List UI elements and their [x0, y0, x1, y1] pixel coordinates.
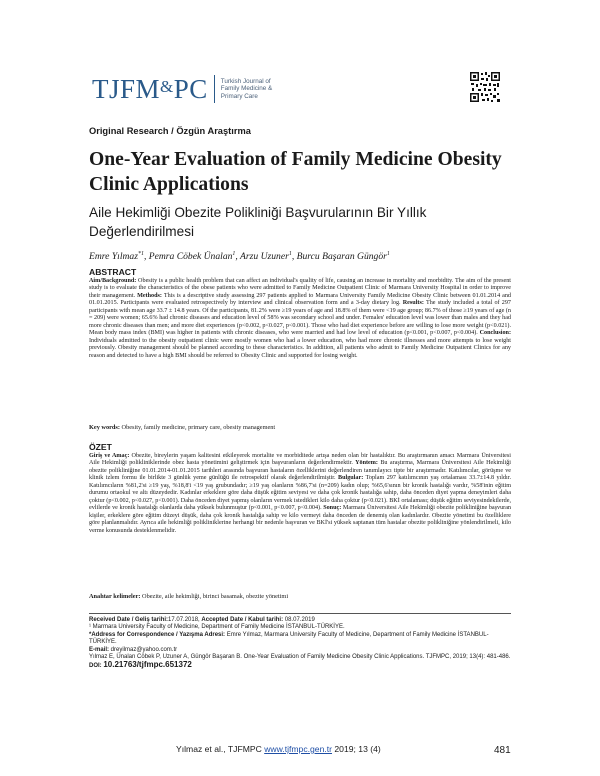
page-number: 481 — [494, 745, 511, 756]
ozet-heading: ÖZET — [89, 442, 112, 452]
dates-line: Received Date / Geliş tarihi:17.07.2018, Accepted Date / Kabul tarihi: 08.07.2019 — [89, 617, 315, 623]
abstract-keywords: Key words: Obesity, family medicine, primary care, obesity management — [89, 424, 276, 431]
page-title-turkish: Aile Hekimliği Obezite Polikliniği Başvurularının Bir Yıllık Değerlendirilmesi — [89, 205, 427, 239]
correspondence: *Address for Correspondence / Yazışma Adresi: Emre Yılmaz, Marmara University Faculty of Medicine, Department of Family Medicine İSTANBUL-TÜRKİYE. — [89, 631, 489, 646]
doi-link[interactable]: 10.21763/tjfmpc.651372 — [103, 660, 192, 670]
ozet-body: Giriş ve Amaç: Obezite, bireylerin yaşam kalitesini etkileyerek mortalite ve morbiditede artışa neden olan bir hastalıktır. Bu araştırmanın amacı Marmara Üniversitesi Aile Hekimliği polikliniklerinde obez hasta yönetimini geliştirmek için başvuranların değerlendirmektir. Yöntem: Bu araştırma, Marmara Üniversitesi Aile Hekimliği obezite polikliniğine 01.01.2014-01.01.2015 tarihleri arasında başvuran hastaların özelliklerini değerlendiren tanımlayıcı tipte bir araştırmadır. Katılımcılar, görüşme ve klinik izlem formu ile birlikte 3 günlük yeme günlüğü ile retrospektif olarak değerlendirilmiştir. Bulgular: Toplam 297 katılımcının yaş ortalaması 33.7±14.8 yıldır. Katılımcıların %81,2'si ≥19 yaş, %18,8'i <19 yaş grubundadır; ≥19 yaş olanların %86,7'si (n=209) kadın olup; %65,6'sının bir kronik hastalığı vardır, %58'inin eğitim durumu ortaokul ve altı düzeydedir. Kadınlar erkeklere göre daha düşük eğitim seviyesi ve daha çok kronik hastalığa sahip, daha önceden diyet yapma deneyimleri daha çoktur (p<0.002, p<0.027, p<0.001). Daha önceden diyet yapmış olanların vermek istedikleri kilo daha çoktur (p<0.021). BKİ ortalaması; düşük eğitim seviyesindekilerde, evlilerde ve kronik hastalığı olanlarda daha yüksek bulunmuştur (p<0.001, p<0.007, p<0.004). Sonuç: Marmara Üniversitesi Aile Hekimliği obezite polikliniğine başvuran kişiler, erkeklere göre eğitim düzeyi düşük, daha çok kronik hastalığa sahip ve kilo vermeyi daha önceden de denemiş olan kadınlardır. Obezite yönetimi bu özelliklere göre planlanmalıdır. Ayrıca aile hekimliği polikliniklerine herhangi bir nedenle başvuran ve BKİ'si yüksek saptanan tüm hastalar obezite polikliniğine yönlendirilmeli, kilo verme konusunda desteklenmelidir. — [89, 453, 511, 534]
journal-website-link[interactable]: www.tjfmpc.gen.tr — [264, 744, 333, 754]
affiliation: ¹ Marmara University Faculty of Medicine, Department of Family Medicine İSTANBUL-TÜRKİYE. — [89, 624, 345, 631]
qr-code-icon — [469, 71, 501, 103]
author-list: Emre Yılmaz$^{*1}$, Pemra Cöbek Ünalan$^1$, Arzu Uzuner$^1$, Burcu Başaran Güngör$^1$ — [89, 251, 390, 263]
logo-journal-name: Turkish Journal of Family Medicine & Primary Care — [220, 78, 273, 100]
article-footnotes — [89, 617, 511, 671]
page-title: One-Year Evaluation of Family Medicine Obesity Clinic Applications — [89, 149, 502, 195]
article-type: Original Research / Özgün Araştırma — [89, 126, 251, 136]
author: Pemra Cöbek Ünalan$^1$ — [148, 251, 236, 263]
author: Arzu Uzuner$^1$ — [240, 251, 292, 263]
doi-line: DOI: 10.21763/tjfmpc.651372 — [89, 660, 192, 670]
ozet-keywords: Anahtar kelimeler: Obezite, aile hekimliği, birinci basamak, obezite yönetimi — [89, 593, 289, 600]
citation: Yılmaz E, Ünalan Cöbek P, Uzuner A, Güngör Başaran B. One-Year Evaluation of Family Medicine Obesity Clinic Applications. TJFMPC, 2019; 13(4): 481-486. — [89, 654, 511, 661]
journal-logo — [92, 75, 272, 103]
abstract-heading: ABSTRACT — [89, 267, 137, 277]
logo-mark: TJFM&PC — [92, 73, 208, 104]
author: Emre Yılmaz$^{*1}$ — [89, 251, 144, 263]
abstract-body: Aim/Background: Obesity is a public health problem that can affect an individual's quality of life, causing an increase in mortality and morbidity. The aim of the present study is to evaluate the characteristics of the obese patients who were admitted to Family Medicine Outpatient Clinic of Marmara University Hospital in order to improve their management. Methods: This is a descriptive study assessing 297 patients applied to Marmara University Family Medicine Obesity Clinic between 01.01.2014 and 01.01.2015. Participants were evaluated retrospectively by interview and clinical observation form and a 3-day dietary log. Results: The study included a total of 297 participants with mean age 33.7 ± 14.8 years. Of the participants, 81.2% were ≥19 years of age and 18.8% of them were <19 age group; 86.7% of those ≥19 years of age (n = 209) were women; 65.6% had chronic diseases and education level of 58% was secondary school and under. Females' education level was lower than males and they had more chronic diseases than men; and more diet experiences (p<0.002, p<0.027, p<0.001). Those who had diet experience before are willing to lose more weight (p<0.021). Mean body mass index (BMI) was higher in patients with chronic diseases, who were married and had low level of education (p<0.001, p<0.007, p<0.004). Conclusion: Individuals admitted to the obesity outpatient clinic were mostly women who had a lower education, who had more chronic illnesses and more attempts to lose weight previously. Obesity management should be planned according to these characteristics. In addition, all patients who admit to Family Medicine Outpatient Clinics for any reason and detected to have a high BMI should be referred to Obesity Clinic and supported for losing weight. — [89, 278, 512, 359]
author: Burcu Başaran Güngör$^1$ — [296, 251, 390, 263]
footer-divider — [89, 613, 511, 614]
running-footer: Yılmaz et al., TJFMPC www.tjfmpc.gen.tr 2019; 13 (4) — [176, 744, 381, 754]
email-line: E-mail: dreyilmaz@yahoo.com.tr — [89, 646, 178, 653]
logo-divider — [214, 75, 215, 103]
